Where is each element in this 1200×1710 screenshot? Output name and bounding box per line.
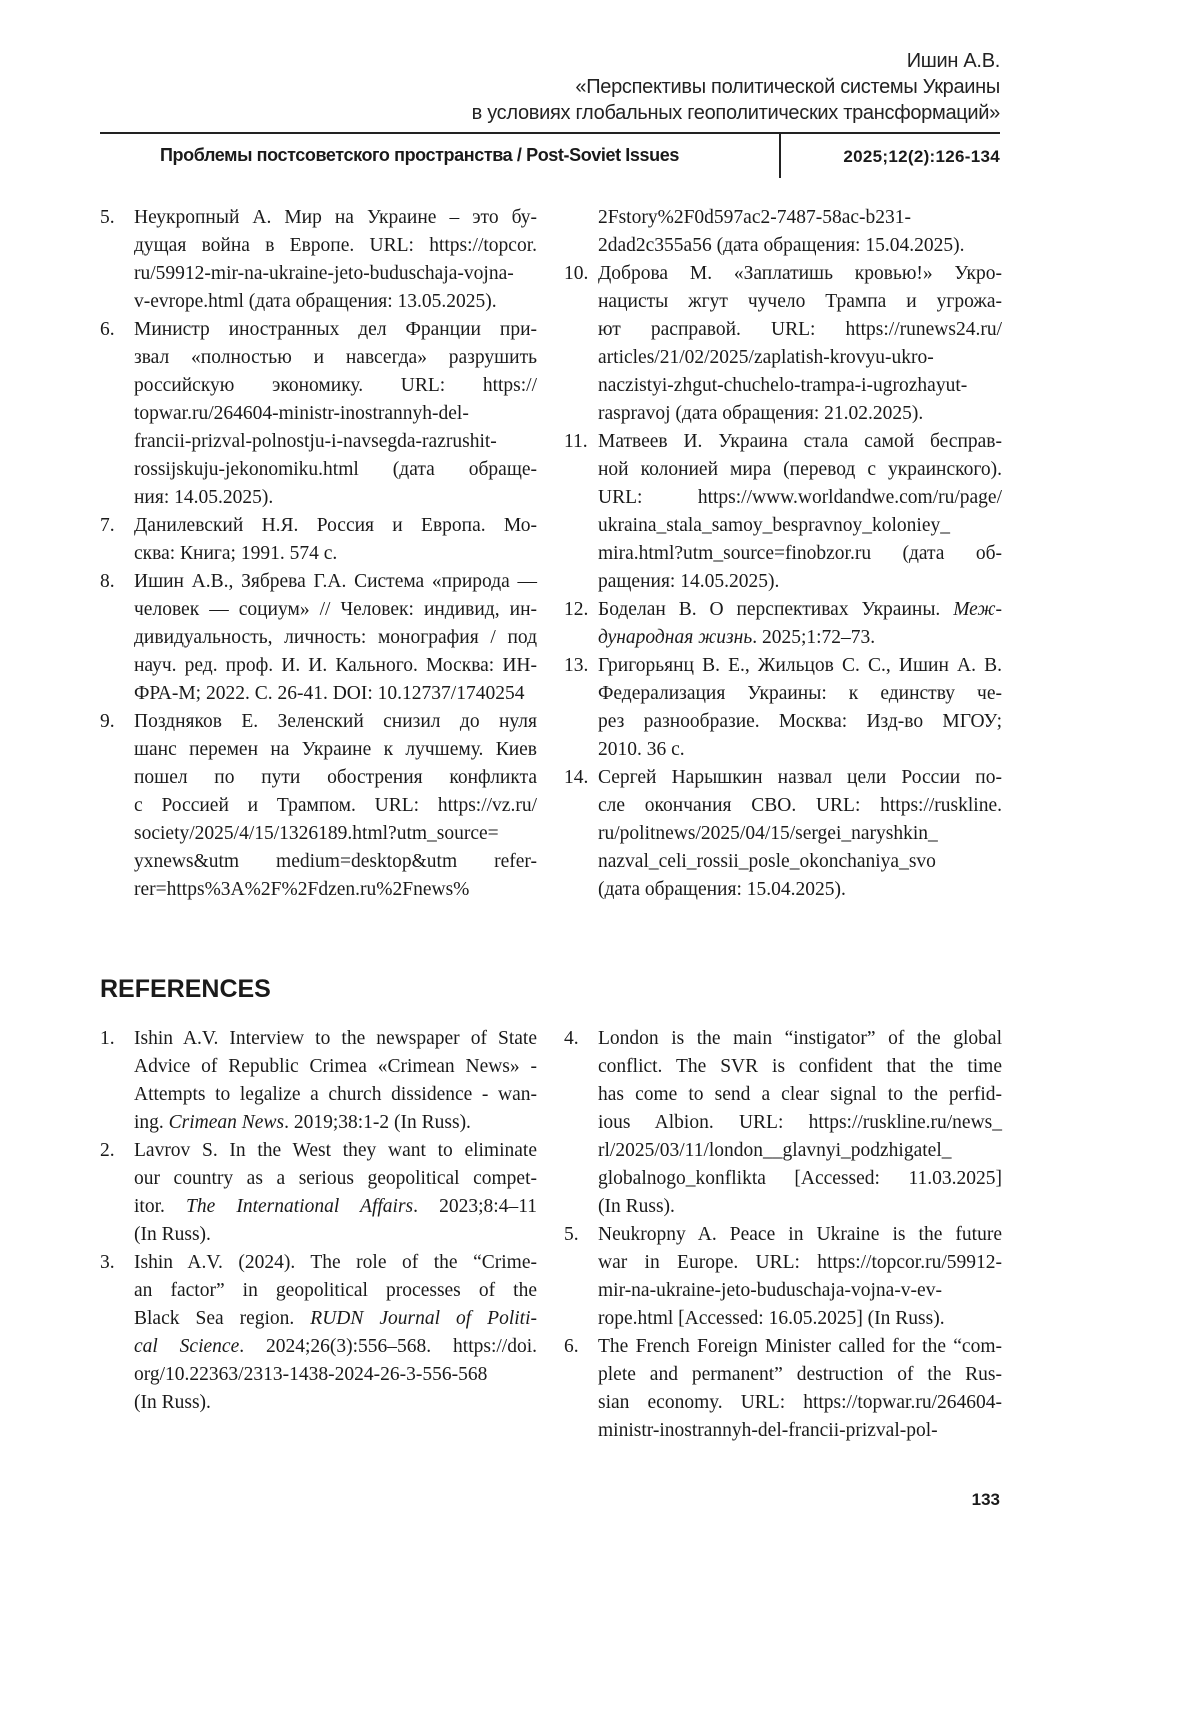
reference-item	[598, 260, 1002, 428]
reference-line: человек — социум» // Человек: индивид, ин-	[134, 596, 537, 624]
reference-number: 5.	[564, 1221, 579, 1249]
reference-line: российскую экономику. URL: https://	[134, 372, 537, 400]
reference-line: rope.html [Accessed: 16.05.2025] (In Russ).	[598, 1305, 1002, 1333]
references-heading: REFERENCES	[100, 975, 271, 1004]
italic-title: RUDN Journal of Politi-	[310, 1308, 537, 1329]
reference-line: society/2025/4/15/1326189.html?utm_source=	[134, 820, 537, 848]
reference-line: Attempts to legalize a church dissidence - wan-	[134, 1081, 537, 1109]
reference-number: 2.	[100, 1137, 115, 1165]
header-rule	[100, 132, 1000, 134]
reference-line: rl/2025/03/11/london__glavnyi_podzhigatel_	[598, 1137, 1002, 1165]
italic-title: cal Science	[134, 1336, 239, 1357]
reference-line: звал «полностью и навсегда» разрушить	[134, 344, 537, 372]
reference-line: ministr-inostrannyh-del-francii-prizval-pol-	[598, 1417, 1002, 1445]
reference-number: 5.	[100, 204, 115, 232]
reference-line: yxnews&utm medium=desktop&utm refer-	[134, 848, 537, 876]
reference-line: ing. Crimean News. 2019;38:1-2 (In Russ).	[134, 1109, 537, 1137]
reference-number: 11.	[564, 428, 588, 456]
reference-line: Ишин А.В., Зябрева Г.А. Система «природа —	[134, 568, 537, 596]
reference-line: our country as a serious geopolitical compet-	[134, 1165, 537, 1193]
reference-line: шанс перемен на Украине к лучшему. Киев	[134, 736, 537, 764]
reference-line: 2Fstory%2F0d597ac2-7487-58ac-b231-	[598, 204, 1002, 232]
reference-line: globalnogo_konflikta [Accessed: 11.03.2025]	[598, 1165, 1002, 1193]
reference-line: conflict. The SVR is confident that the time	[598, 1053, 1002, 1081]
reference-line: Сергей Нарышкин назвал цели России по-	[598, 764, 1002, 792]
reference-line: naczistyi-zhgut-chuchelo-trampa-i-ugrozhayut-	[598, 372, 1002, 400]
reference-item	[134, 1025, 537, 1137]
reference-line: v-evrope.html (дата обращения: 13.05.2025).	[134, 288, 537, 316]
reference-line: рез разнообразие. Москва: Изд-во МГОУ;	[598, 708, 1002, 736]
reference-line: articles/21/02/2025/zaplatish-krovyu-ukro-	[598, 344, 1002, 372]
reference-item	[598, 596, 1002, 652]
reference-line: an factor” in geopolitical processes of the	[134, 1277, 537, 1305]
reference-line: (дата обращения: 15.04.2025).	[598, 876, 1002, 904]
reference-item	[598, 1025, 1002, 1221]
reference-number: 7.	[100, 512, 115, 540]
reference-line: (In Russ).	[598, 1193, 1002, 1221]
reference-line: ращения: 14.05.2025).	[598, 568, 1002, 596]
italic-title: Меж-	[953, 599, 1002, 620]
ru-references-right-column	[598, 204, 1002, 904]
reference-item	[134, 204, 537, 316]
reference-line: Данилевский Н.Я. Россия и Европа. Мо-	[134, 512, 537, 540]
reference-line: ukraina_stala_samoy_bespravnoy_koloniey_	[598, 512, 1002, 540]
reference-line: mira.html?utm_source=finobzor.ru (дата об-	[598, 540, 1002, 568]
reference-line: rer=https%3A%2F%2Fdzen.ru%2Fnews%	[134, 876, 537, 904]
reference-number: 6.	[564, 1333, 579, 1361]
en-references-left-column	[134, 1025, 537, 1417]
reference-line: Министр иностранных дел Франции при-	[134, 316, 537, 344]
reference-line: ния: 14.05.2025).	[134, 484, 537, 512]
reference-number: 1.	[100, 1025, 115, 1053]
reference-line: Поздняков Е. Зеленский снизил до нуля	[134, 708, 537, 736]
reference-line: topwar.ru/264604-ministr-inostrannyh-del-	[134, 400, 537, 428]
reference-number: 13.	[564, 652, 588, 680]
italic-title: Crimean News	[169, 1112, 284, 1133]
reference-line: ru/59912-mir-na-ukraine-jeto-buduschaja-vojna-	[134, 260, 537, 288]
reference-line: nazval_celi_rossii_posle_okonchaniya_svo	[598, 848, 1002, 876]
reference-line: 2010. 36 с.	[598, 736, 1002, 764]
reference-line: Black Sea region. RUDN Journal of Politi-	[134, 1305, 537, 1333]
header-divider	[779, 134, 781, 178]
reference-line: ФРА-М; 2022. С. 26-41. DOI: 10.12737/1740254	[134, 680, 537, 708]
journal-issue: 2025;12(2):126-134	[843, 147, 1000, 167]
reference-line: сква: Книга; 1991. 574 с.	[134, 540, 537, 568]
reference-item	[598, 652, 1002, 764]
reference-line: (In Russ).	[134, 1221, 537, 1249]
reference-line: URL: https://www.worldandwe.com/ru/page/	[598, 484, 1002, 512]
reference-line: rossijskuju-jekonomiku.html (дата обраще-	[134, 456, 537, 484]
reference-item	[134, 1137, 537, 1249]
reference-line: mir-na-ukraine-jeto-buduschaja-vojna-v-ev-	[598, 1277, 1002, 1305]
en-references-right-column	[598, 1025, 1002, 1445]
page-number: 133	[972, 1490, 1000, 1510]
reference-line: дународная жизнь. 2025;1:72–73.	[598, 624, 1002, 652]
reference-number: 3.	[100, 1249, 115, 1277]
reference-line: ru/politnews/2025/04/15/sergei_naryshkin_	[598, 820, 1002, 848]
reference-number: 10.	[564, 260, 588, 288]
reference-number: 8.	[100, 568, 115, 596]
reference-item	[134, 316, 537, 512]
reference-line: Неукропный А. Мир на Украине – это бу-	[134, 204, 537, 232]
reference-item	[134, 512, 537, 568]
reference-number: 9.	[100, 708, 115, 736]
reference-line: дивидуальность, личность: монография / под	[134, 624, 537, 652]
reference-line: ious Albion. URL: https://ruskline.ru/news_	[598, 1109, 1002, 1137]
reference-line: (In Russ).	[134, 1389, 537, 1417]
reference-line: London is the main “instigator” of the global	[598, 1025, 1002, 1053]
reference-item	[598, 1333, 1002, 1445]
reference-line: сле окончания СВО. URL: https://ruskline.	[598, 792, 1002, 820]
running-author: Ишин А.В.	[907, 50, 1000, 73]
reference-item	[598, 204, 1002, 260]
reference-line: Григорьянц В. Е., Жильцов С. С., Ишин А. В.	[598, 652, 1002, 680]
reference-line: has come to send a clear signal to the perfid-	[598, 1081, 1002, 1109]
journal-name: Проблемы постсоветского пространства / Post-Soviet Issues	[160, 145, 679, 166]
reference-line: war in Europe. URL: https://topcor.ru/59912-	[598, 1249, 1002, 1277]
running-title-line2: в условиях глобальных геополитических трансформаций»	[472, 102, 1000, 125]
reference-line: itor. The International Affairs. 2023;8:4–11	[134, 1193, 537, 1221]
reference-line: org/10.22363/2313-1438-2024-26-3-556-568	[134, 1361, 537, 1389]
reference-line: Федерализация Украины: к единству че-	[598, 680, 1002, 708]
reference-line: francii-prizval-polnostju-i-navsegda-razrushit-	[134, 428, 537, 456]
reference-number: 6.	[100, 316, 115, 344]
reference-line: Боделан В. О перспективах Украины. Меж-	[598, 596, 1002, 624]
reference-line: 2dad2c355a56 (дата обращения: 15.04.2025).	[598, 232, 1002, 260]
reference-line: ной колонией мира (перевод с украинского).	[598, 456, 1002, 484]
reference-line: науч. ред. проф. И. И. Кального. Москва: ИН-	[134, 652, 537, 680]
reference-line: Ishin A.V. (2024). The role of the “Crime-	[134, 1249, 537, 1277]
reference-item	[598, 764, 1002, 904]
reference-line: пошел по пути обострения конфликта	[134, 764, 537, 792]
reference-number: 14.	[564, 764, 588, 792]
reference-line: cal Science. 2024;26(3):556–568. https://doi.	[134, 1333, 537, 1361]
italic-title: The International Affairs	[186, 1196, 413, 1217]
reference-line: sian economy. URL: https://topwar.ru/264604-	[598, 1389, 1002, 1417]
running-title-line1: «Перспективы политической системы Украины	[575, 76, 1000, 99]
reference-line: The French Foreign Minister called for the “com-	[598, 1333, 1002, 1361]
reference-number: 4.	[564, 1025, 579, 1053]
reference-line: с Россией и Трампом. URL: https://vz.ru/	[134, 792, 537, 820]
reference-line: Ishin A.V. Interview to the newspaper of State	[134, 1025, 537, 1053]
reference-line: raspravoj (дата обращения: 21.02.2025).	[598, 400, 1002, 428]
reference-line: Матвеев И. Украина стала самой бесправ-	[598, 428, 1002, 456]
reference-item	[134, 708, 537, 904]
reference-line: Доброва М. «Заплатишь кровью!» Укро-	[598, 260, 1002, 288]
reference-line: нацисты жгут чучело Трампа и угрожа-	[598, 288, 1002, 316]
italic-title: дународная жизнь	[598, 627, 752, 648]
ru-references-left-column	[134, 204, 537, 904]
reference-line: Neukropny A. Peace in Ukraine is the future	[598, 1221, 1002, 1249]
reference-item	[598, 1221, 1002, 1333]
reference-item	[134, 1249, 537, 1417]
reference-line: plete and permanent” destruction of the Rus-	[598, 1361, 1002, 1389]
reference-line: ют расправой. URL: https://runews24.ru/	[598, 316, 1002, 344]
reference-line: Advice of Republic Crimea «Crimean News» -	[134, 1053, 537, 1081]
reference-item	[134, 568, 537, 708]
reference-line: дущая война в Европе. URL: https://topcor.	[134, 232, 537, 260]
reference-item	[598, 428, 1002, 596]
reference-number: 12.	[564, 596, 588, 624]
reference-line: Lavrov S. In the West they want to eliminate	[134, 1137, 537, 1165]
